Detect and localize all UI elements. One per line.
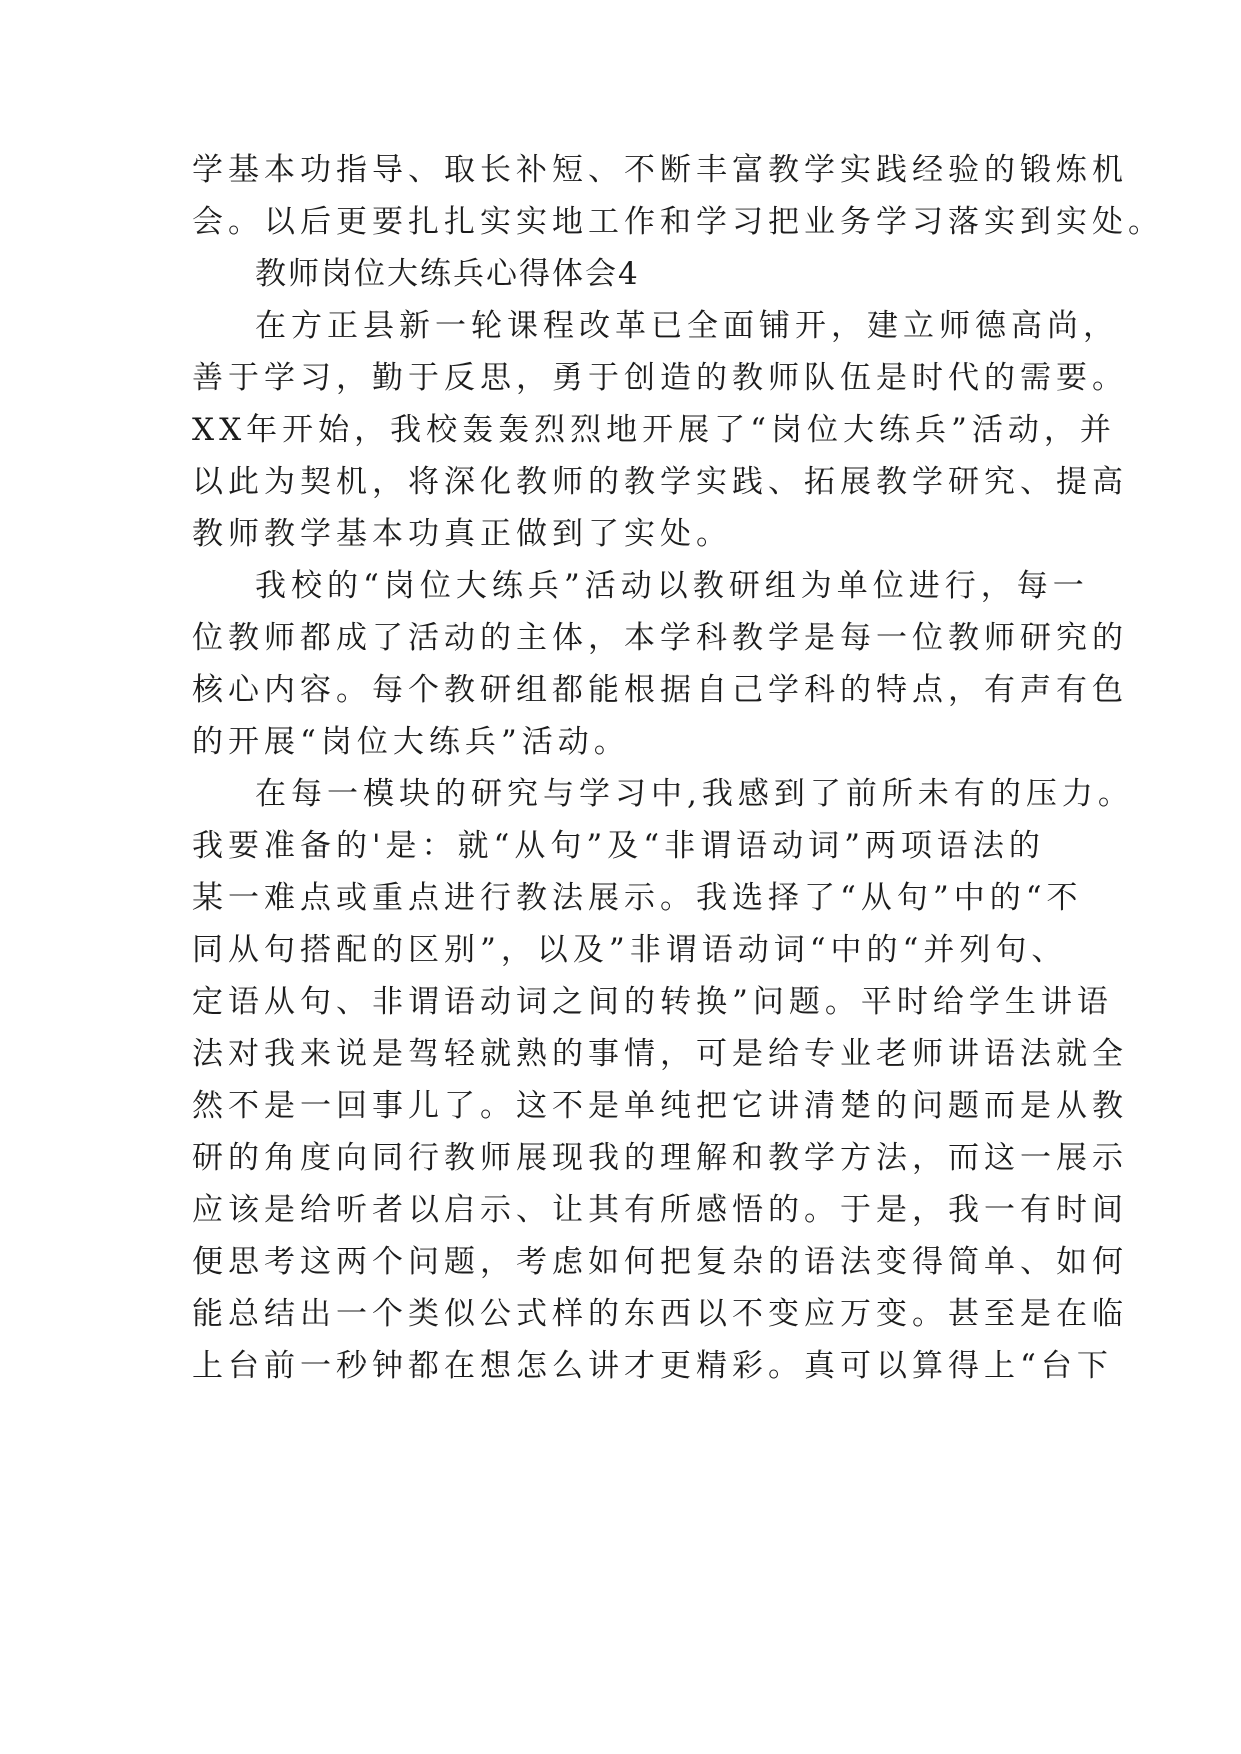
paragraph-line: 研的角度向同行教师展现我的理解和教学方法，而这一展示: [192, 1140, 1128, 1176]
paragraph-line: 以此为契机，将深化教师的教学实践、拓展教学研究、提高: [192, 464, 1128, 500]
paragraph-line: 然不是一回事儿了。这不是单纯把它讲清楚的问题而是从教: [192, 1088, 1128, 1124]
paragraph-line: 应该是给听者以启示、让其有所感悟的。于是，我一有时间: [192, 1192, 1128, 1228]
paragraph-line: 学基本功指导、取长补短、不断丰富教学实践经验的锻炼机: [192, 152, 1128, 188]
paragraph-line: 上台前一秒钟都在想怎么讲才更精彩。真可以算得上“台下: [192, 1348, 1113, 1384]
paragraph-line: 核心内容。每个教研组都能根据自己学科的特点，有声有色: [192, 672, 1128, 708]
paragraph-line: 位教师都成了活动的主体，本学科教学是每一位教师研究的: [192, 620, 1128, 656]
paragraph-line: 在每一模块的研究与学习中,我感到了前所未有的压力。: [255, 776, 1134, 812]
paragraph-line: 会。以后更要扎扎实实地工作和学习把业务学习落实到实处。: [192, 204, 1164, 240]
paragraph-line: 在方正县新一轮课程改革已全面铺开，建立师德高尚，: [255, 308, 1119, 344]
paragraph-line: XX年开始，我校轰轰烈烈地开展了“岗位大练兵”活动，并: [192, 412, 1116, 448]
paragraph-line: 法对我来说是驾轻就熟的事情，可是给专业老师讲语法就全: [192, 1036, 1128, 1072]
paragraph-line: 某一难点或重点进行教法展示。我选择了“从句”中的“不: [192, 880, 1083, 916]
paragraph-line: 能总结出一个类似公式样的东西以不变应万变。甚至是在临: [192, 1296, 1128, 1332]
paragraph-line: 我要准备的'是：就“从句”及“非谓语动词”两项语法的: [192, 828, 1045, 864]
paragraph-line: 我校的“岗位大练兵”活动以教研组为单位进行，每一: [255, 568, 1089, 604]
paragraph-line: 便思考这两个问题，考虑如何把复杂的语法变得简单、如何: [192, 1244, 1128, 1280]
paragraph-line: 教师教学基本功真正做到了实处。: [192, 516, 732, 552]
paragraph-line: 定语从句、非谓语动词之间的转换”问题。平时给学生讲语: [192, 984, 1113, 1020]
paragraph-line: 同从句搭配的区别”，以及”非谓语动词“中的“并列句、: [192, 932, 1068, 968]
section-heading: 教师岗位大练兵心得体会4: [255, 256, 640, 292]
paragraph-line: 善于学习，勤于反思，勇于创造的教师队伍是时代的需要。: [192, 360, 1128, 396]
paragraph-line: 的开展“岗位大练兵”活动。: [192, 724, 630, 760]
